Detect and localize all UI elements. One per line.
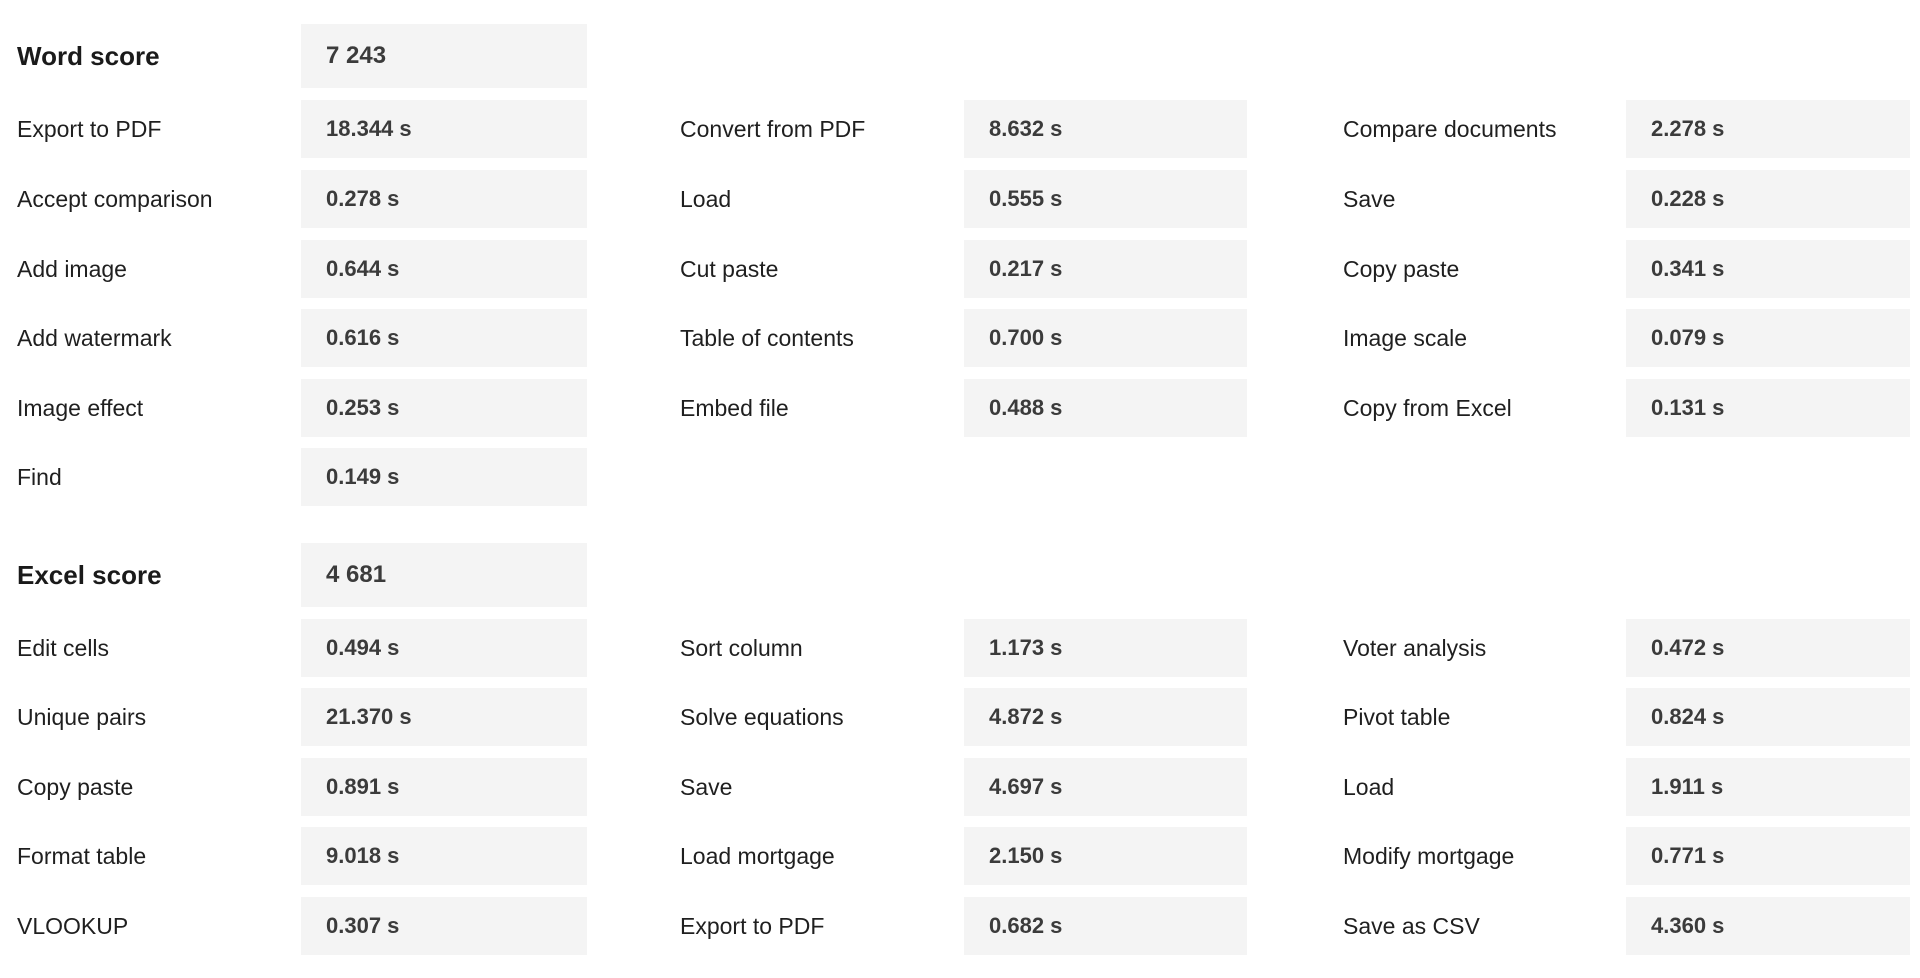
metric-label: Voter analysis — [1343, 635, 1487, 661]
metric-label: Accept comparison — [17, 186, 213, 212]
metric-value: 4.872 s — [964, 688, 1247, 746]
word-score-row — [0, 24, 1920, 88]
excel-score-row — [0, 543, 1920, 607]
excel-results-row — [0, 897, 1920, 955]
metric-value: 0.771 s — [1626, 827, 1910, 885]
metric-label: Embed file — [680, 395, 789, 421]
metric-value: 1.911 s — [1626, 758, 1910, 816]
word-results-row — [0, 309, 1920, 367]
metric-value: 4.360 s — [1626, 897, 1910, 955]
metric-value: 18.344 s — [301, 100, 587, 158]
metric-value: 4.697 s — [964, 758, 1247, 816]
metric-label: Export to PDF — [17, 116, 162, 142]
word-score-title: Word score — [17, 41, 160, 71]
metric-value: 0.307 s — [301, 897, 587, 955]
metric-value: 0.472 s — [1626, 619, 1910, 677]
metric-label: Save as CSV — [1343, 913, 1480, 939]
metric-value: 0.494 s — [301, 619, 587, 677]
metric-value: 21.370 s — [301, 688, 587, 746]
metric-value: 0.616 s — [301, 309, 587, 367]
metric-value: 0.079 s — [1626, 309, 1910, 367]
excel-score-title: Excel score — [17, 560, 162, 590]
metric-label: Unique pairs — [17, 704, 147, 730]
metric-label: Save — [680, 774, 733, 800]
word-score-value: 7 243 — [301, 24, 587, 88]
metric-value: 0.891 s — [301, 758, 587, 816]
word-results-row — [0, 100, 1920, 158]
metric-label: Add image — [17, 256, 127, 282]
metric-label: Solve equations — [680, 704, 844, 730]
metric-value: 2.278 s — [1626, 100, 1910, 158]
metric-label: Add watermark — [17, 325, 172, 351]
metric-label: Edit cells — [17, 635, 110, 661]
metric-value: 0.644 s — [301, 240, 587, 298]
metric-label: VLOOKUP — [17, 913, 129, 939]
metric-label: Find — [17, 464, 62, 490]
metric-value: 0.824 s — [1626, 688, 1910, 746]
metric-label: Format table — [17, 843, 147, 869]
metric-value: 0.131 s — [1626, 379, 1910, 437]
metric-label: Load — [1343, 774, 1395, 800]
metric-label: Copy paste — [1343, 256, 1460, 282]
metric-value: 0.149 s — [301, 448, 587, 506]
metric-label: Image scale — [1343, 325, 1468, 351]
excel-results-row — [0, 688, 1920, 746]
metric-value: 0.700 s — [964, 309, 1247, 367]
metric-label: Export to PDF — [680, 913, 825, 939]
excel-results-row — [0, 758, 1920, 816]
metric-value: 0.253 s — [301, 379, 587, 437]
metric-label: Load — [680, 186, 732, 212]
word-results-row — [0, 170, 1920, 228]
metric-label: Modify mortgage — [1343, 843, 1515, 869]
metric-label: Table of contents — [680, 325, 854, 351]
word-results-row — [0, 379, 1920, 437]
metric-label: Cut paste — [680, 256, 779, 282]
excel-results-row — [0, 619, 1920, 677]
metric-value: 0.228 s — [1626, 170, 1910, 228]
metric-value: 9.018 s — [301, 827, 587, 885]
metric-label: Load mortgage — [680, 843, 835, 869]
metric-value: 0.217 s — [964, 240, 1247, 298]
metric-value: 2.150 s — [964, 827, 1247, 885]
metric-label: Convert from PDF — [680, 116, 866, 142]
excel-results-row — [0, 827, 1920, 885]
metric-label: Pivot table — [1343, 704, 1451, 730]
metric-value: 8.632 s — [964, 100, 1247, 158]
word-results-row — [0, 448, 1920, 506]
metric-value: 0.341 s — [1626, 240, 1910, 298]
metric-label: Save — [1343, 186, 1396, 212]
metric-value: 0.488 s — [964, 379, 1247, 437]
excel-score-value: 4 681 — [301, 543, 587, 607]
metric-value: 0.682 s — [964, 897, 1247, 955]
metric-label: Copy from Excel — [1343, 395, 1512, 421]
metric-label: Sort column — [680, 635, 803, 661]
metric-value: 1.173 s — [964, 619, 1247, 677]
word-results-row — [0, 240, 1920, 298]
metric-label: Copy paste — [17, 774, 134, 800]
metric-value: 0.555 s — [964, 170, 1247, 228]
metric-label: Compare documents — [1343, 116, 1557, 142]
metric-label: Image effect — [17, 395, 144, 421]
metric-value: 0.278 s — [301, 170, 587, 228]
